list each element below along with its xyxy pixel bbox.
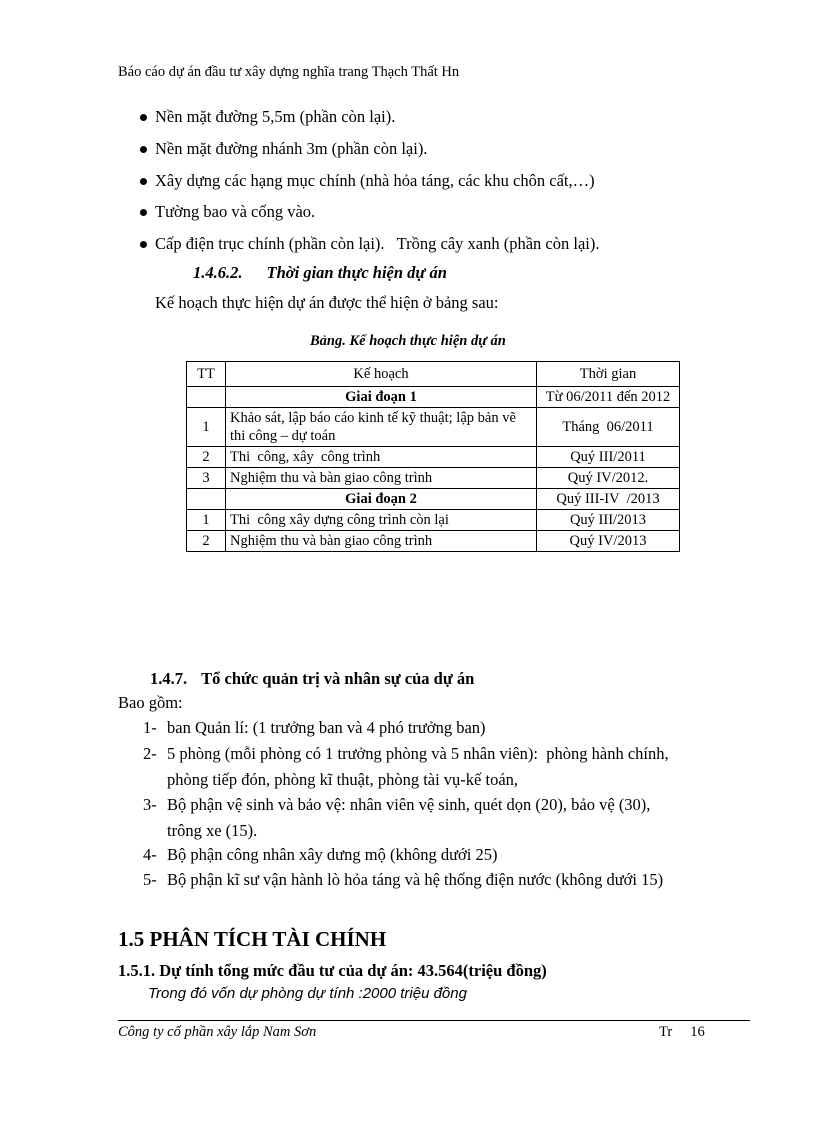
footer-divider xyxy=(118,1020,750,1021)
list-number: 4- xyxy=(143,845,157,864)
list-item xyxy=(143,718,486,738)
bullet-text: Tường bao và cổng vào. xyxy=(155,202,316,221)
cell-time: Tháng 06/2011 xyxy=(537,408,680,447)
header-plan: Kế hoạch xyxy=(226,362,537,387)
list-text-continued: trông xe (15). xyxy=(167,821,258,840)
cell-tt: 2 xyxy=(187,447,226,468)
intro-text: Kế hoạch thực hiện dự án được thể hiện ở bảng sau: xyxy=(155,293,499,312)
table-header-row xyxy=(187,362,680,387)
bullet-item xyxy=(140,234,599,254)
footer-page-number: 16 xyxy=(690,1024,705,1040)
bullet-item xyxy=(140,202,315,222)
section-151-label: 1.5.1. Dự tính tổng mức đầu tư của dự án: xyxy=(118,961,414,980)
bullet-item xyxy=(140,171,595,191)
bullet-dot xyxy=(140,114,147,121)
subsection-number: 1.4.6.2. xyxy=(193,263,243,282)
cell-tt: 2 xyxy=(187,531,226,552)
cell-plan: Giai đoạn 2 xyxy=(226,489,537,510)
table-row-phase xyxy=(187,489,680,510)
footer-company: Công ty cổ phần xây lắp Nam Sơn xyxy=(118,1024,317,1040)
list-text: Bộ phận vệ sinh và bảo vệ: nhân viên vệ sinh, quét dọn (20), bảo vệ (30), xyxy=(167,795,651,814)
section-heading-15: 1.5 PHÂN TÍCH TÀI CHÍNH xyxy=(118,927,387,951)
page-header: Báo cáo dự án đầu tư xây dựng nghĩa trang Thạch Thất Hn xyxy=(118,64,460,80)
subsection-title: Thời gian thực hiện dự án xyxy=(266,263,447,282)
section-heading-147 xyxy=(150,669,474,689)
cell-time: Quý III-IV /2013 xyxy=(537,489,680,510)
bullet-item xyxy=(140,139,427,159)
table-caption: Bảng. Kế hoạch thực hiện dự án xyxy=(310,333,506,349)
list-number: 1- xyxy=(143,718,157,737)
table-row xyxy=(187,531,680,552)
bullet-item xyxy=(140,107,395,127)
list-number: 5- xyxy=(143,870,157,889)
bullet-text: Nền mặt đường 5,5m (phần còn lại). xyxy=(155,107,396,126)
list-item xyxy=(143,744,669,764)
bullet-text: Xây dựng các hạng mục chính (nhà hỏa táng, các khu chôn cất,…) xyxy=(155,171,595,190)
list-text: 5 phòng (mỗi phòng có 1 trưởng phòng và 5 nhân viên): phòng hành chính, xyxy=(167,744,669,763)
bullet-dot xyxy=(140,241,147,248)
bao-gom-label: Bao gồm: xyxy=(118,693,183,712)
list-item xyxy=(143,795,650,815)
header-tt: TT xyxy=(187,362,226,387)
cell-plan: Thi công xây dựng công trình còn lại xyxy=(226,510,537,531)
table-row xyxy=(187,408,680,447)
cell-plan: Khảo sát, lập báo cáo kinh tế kỹ thuật; lập bản vẽ thi công – dự toán xyxy=(226,408,537,447)
cell-tt xyxy=(187,387,226,408)
plan-table xyxy=(186,361,680,552)
list-item xyxy=(143,870,663,890)
cell-tt: 3 xyxy=(187,468,226,489)
footer-page-label: Tr xyxy=(659,1024,673,1040)
bullet-text: Nền mặt đường nhánh 3m (phần còn lại). xyxy=(155,139,428,158)
list-text: ban Quản lí: (1 trưởng ban và 4 phó trưởng ban) xyxy=(167,718,486,737)
cell-tt xyxy=(187,489,226,510)
section-number: 1.4.7. xyxy=(150,669,188,688)
cell-plan: Nghiệm thu và bàn giao công trình xyxy=(226,468,537,489)
list-item xyxy=(143,845,497,865)
reserve-note: Trong đó vốn dự phòng dự tính :2000 triệu đồng xyxy=(148,985,467,1002)
cell-plan: Nghiệm thu và bàn giao công trình xyxy=(226,531,537,552)
section-heading-151 xyxy=(118,961,547,981)
list-number: 2- xyxy=(143,744,157,763)
footer-page xyxy=(659,1024,705,1041)
list-text: Bộ phận công nhân xây dưng mộ (không dưới 25) xyxy=(167,845,498,864)
table-row-phase xyxy=(187,387,680,408)
list-text: Bộ phận kĩ sư vận hành lò hỏa táng và hệ thống điện nước (không dưới 15) xyxy=(167,870,664,889)
cell-time: Quý III/2011 xyxy=(537,447,680,468)
bullet-dot xyxy=(140,146,147,153)
cell-plan: Giai đoạn 1 xyxy=(226,387,537,408)
bullet-text: Cấp điện trục chính (phần còn lại). Trồng cây xanh (phần còn lại). xyxy=(155,234,600,253)
cell-tt: 1 xyxy=(187,408,226,447)
cell-tt: 1 xyxy=(187,510,226,531)
header-time: Thời gian xyxy=(537,362,680,387)
table-row xyxy=(187,447,680,468)
section-151-value: 43.564(triệu đồng) xyxy=(417,961,547,980)
bullet-dot xyxy=(140,178,147,185)
subsection-heading xyxy=(193,263,447,283)
cell-plan: Thi công, xây công trình xyxy=(226,447,537,468)
section-title: Tổ chức quản trị và nhân sự của dự án xyxy=(201,669,475,688)
table-row xyxy=(187,510,680,531)
table-row xyxy=(187,468,680,489)
list-number: 3- xyxy=(143,795,157,814)
cell-time: Quý IV/2012. xyxy=(537,468,680,489)
cell-time: Quý IV/2013 xyxy=(537,531,680,552)
list-text-continued: phòng tiếp đón, phòng kĩ thuật, phòng tài vụ-kế toán, xyxy=(167,770,519,789)
cell-time: Quý III/2013 xyxy=(537,510,680,531)
bullet-dot xyxy=(140,209,147,216)
cell-time: Từ 06/2011 đến 2012 xyxy=(537,387,680,408)
